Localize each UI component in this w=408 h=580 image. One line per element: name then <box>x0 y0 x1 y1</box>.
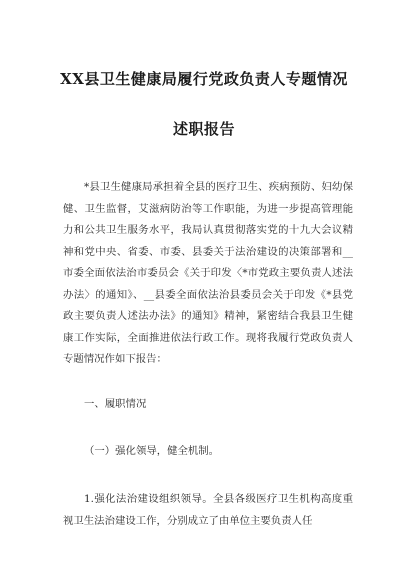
document-title-line-2: 述职报告 <box>172 120 235 138</box>
section-heading-performance: 一、履职情况 <box>84 398 147 410</box>
document-title-line-1: XX县卫生健康局履行党政负责人专题情况 <box>60 70 348 88</box>
subsection-heading-leadership: （一）强化领导，健全机制。 <box>84 445 220 457</box>
body-paragraph-intro: *县卫生健康局承担着全县的医疗卫生、疾病预防、妇幼保健、卫生监督，艾滋病防治等工作职能，为进一步提高管理能力和公共卫生服务水平，我局认真贯彻落实党的十九大会议精神和党中央、省委、市委、县委关于法治建设的决策部署和__市委全面依法治市委员会《关于印发〈*市党政主要负责人述法办法〉的通知》、__县委全面依法治县委员会关于印发《*县党政主要负责人述法办法》的通知》精神，紧密结合我县卫生健康工作实际，全面推进依法行政工作。现将我履行党政负责人专题情况作如下报告： <box>63 181 353 365</box>
body-paragraph-organization: 1.强化法治建设组织领导。全县各级医疗卫生机构高度重视卫生法治建设工作，分别成立了由单位主要负责人任 <box>63 493 353 527</box>
